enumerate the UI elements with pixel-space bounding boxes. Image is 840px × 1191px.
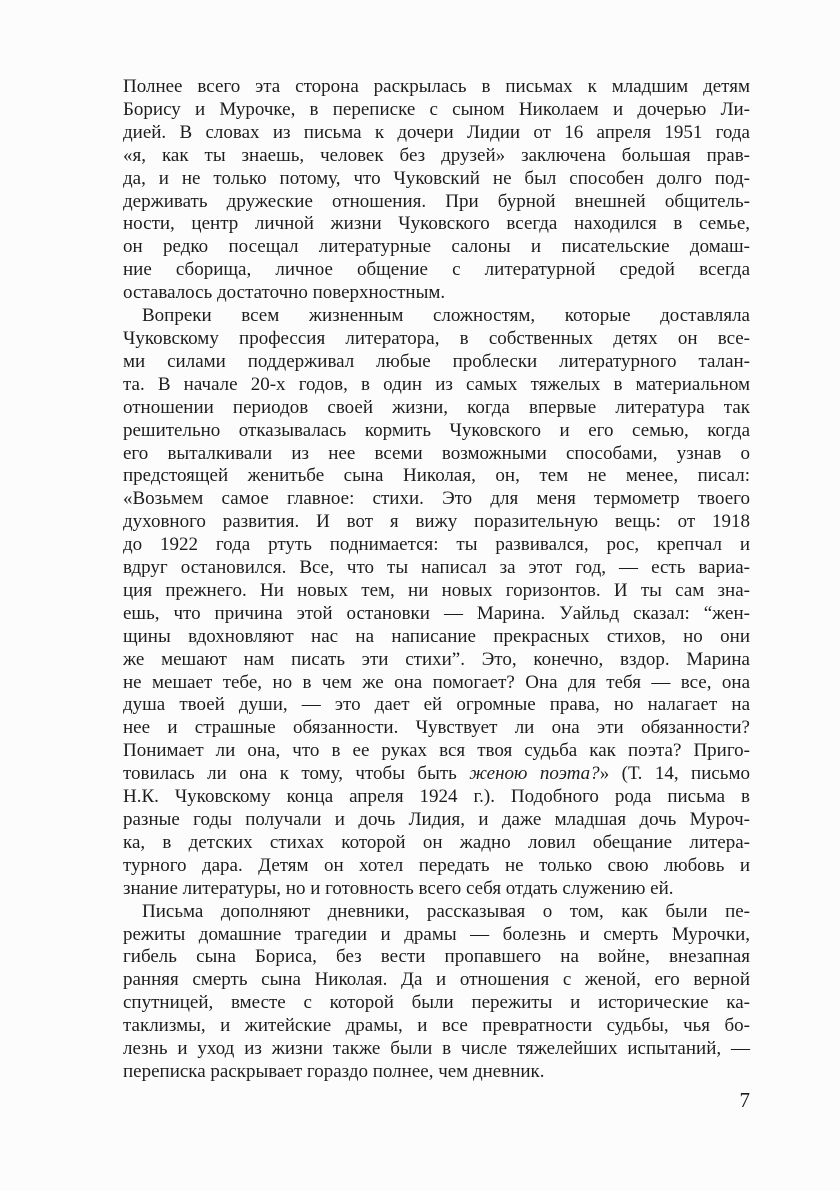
text-line	[123, 488, 750, 511]
text-line	[123, 694, 750, 717]
text-line	[123, 465, 750, 488]
text-segment: режиты домашние трагедии и драмы — болезнь и смерть Мурочки,	[123, 923, 750, 945]
text-line	[123, 374, 750, 397]
text-line	[123, 328, 750, 351]
text-segment: Н.К. Чуковскому конца апреля 1924 г.). Подобного рода письма в	[123, 786, 750, 808]
text-segment: Понимает ли она, что в ее руках вся твоя судьба как поэта? Приго-	[123, 740, 750, 762]
text-segment: Письма дополняют дневники, рассказывая о том, как были пе-	[142, 900, 750, 922]
text-line	[123, 740, 750, 763]
text-segment: душа твоей души, — это дает ей огромные права, но налагает на	[123, 694, 750, 716]
text-segment: ка, в детских стихах которой он жадно ловил обещание литера-	[123, 831, 750, 853]
text-segment: ние сборища, личное общение с литературной средой всегда	[123, 259, 750, 281]
text-line	[123, 672, 750, 695]
text-line	[123, 76, 750, 99]
text-line	[123, 878, 750, 901]
text-segment: «Возьмем самое главное: стихи. Это для меня термометр твоего	[123, 488, 750, 510]
text-line	[123, 557, 750, 580]
text-segment: вдруг остановился. Все, что ты написал за этот год, — есть вариа-	[123, 557, 750, 579]
text-segment: таклизмы, и житейские драмы, и все превратности судьбы, чья бо-	[123, 1015, 750, 1037]
text-segment: держивать дружеские отношения. При бурной внешней общитель-	[123, 190, 750, 212]
text-line	[123, 534, 750, 557]
text-line	[123, 236, 750, 259]
text-line	[123, 809, 750, 832]
text-segment: переписка раскрывает гораздо полнее, чем дневник.	[123, 1060, 545, 1082]
text-segment: «я, как ты знаешь, человек без друзей» заключена большая прав-	[123, 144, 750, 166]
paragraph	[123, 901, 750, 1084]
text-segment: товилась ли она к тому, чтобы быть	[123, 763, 470, 785]
paragraph	[123, 76, 750, 305]
text-segment: ности, центр личной жизни Чуковского всегда находился в семье,	[123, 213, 750, 235]
text-segment: гибель сына Бориса, без вести пропавшего на войне, внезапная	[123, 946, 750, 968]
text-line	[123, 351, 750, 374]
text-segment: духовного развития. И вот я вижу поразительную вещь: от 1918	[123, 511, 750, 533]
paragraph	[123, 305, 750, 901]
text-segment: спутницей, вместе с которой были пережиты и исторические ка-	[123, 992, 750, 1014]
text-line	[123, 511, 750, 534]
text-segment: предстоящей женитьбе сына Николая, он, тем не менее, писал:	[123, 465, 750, 487]
text-line	[123, 99, 750, 122]
text-line	[123, 832, 750, 855]
text-segment: до 1922 года ртуть поднимается: ты развивался, рос, крепчал и	[123, 534, 750, 556]
text-line	[123, 1038, 750, 1061]
page-number: 7	[739, 1088, 750, 1112]
text-line	[123, 924, 750, 947]
text-segment: щины вдохновляют нас на написание прекрасных стихов, но они	[123, 625, 750, 647]
text-line	[123, 213, 750, 236]
text-line	[123, 946, 750, 969]
text-segment: дией. В словах из письма к дочери Лидии от 16 апреля 1951 года	[123, 121, 750, 143]
text-segment: знание литературы, но и готовность всего себя отдать служению ей.	[123, 877, 674, 899]
text-segment: он редко посещал литературные салоны и писательские домаш-	[123, 236, 750, 258]
italic-phrase: женою поэта?	[469, 763, 600, 785]
text-line	[123, 1015, 750, 1038]
text-line	[123, 763, 750, 786]
text-segment: да, и не только потому, что Чуковский не был способен долго под-	[123, 167, 750, 189]
text-line	[123, 969, 750, 992]
text-line	[123, 1061, 750, 1084]
text-segment: Борису и Мурочке, в переписке с сыном Николаем и дочерью Ли-	[123, 98, 750, 120]
text-segment: отношении периодов своей жизни, когда впервые литература так	[123, 396, 750, 418]
text-line	[123, 122, 750, 145]
text-segment: ция прежнего. Ни новых тем, ни новых горизонтов. И ты сам зна-	[123, 579, 750, 601]
text-segment: та. В начале 20-х годов, в один из самых тяжелых в материальном	[123, 373, 750, 395]
text-line	[123, 282, 750, 305]
text-segment: ми силами поддерживал любые проблески литературного талан-	[123, 350, 750, 372]
text-segment: не мешает тебе, но в чем же она помогает? Она для тебя — все, она	[123, 671, 750, 693]
text-line	[123, 580, 750, 603]
text-segment: » (Т. 14, письмо	[599, 763, 750, 785]
text-line	[123, 626, 750, 649]
text-line	[123, 786, 750, 809]
text-line	[123, 305, 750, 328]
text-line	[123, 855, 750, 878]
text-segment: Вопреки всем жизненным сложностям, которые доставляла	[142, 305, 750, 327]
text-segment: Чуковскому профессия литератора, в собственных детях он все-	[123, 327, 750, 349]
text-segment: решительно отказывалась кормить Чуковского и его семью, когда	[123, 419, 750, 441]
body-text	[123, 76, 750, 1084]
text-segment: ранняя смерть сына Николая. Да и отношения с женой, его верной	[123, 969, 750, 991]
text-line	[123, 992, 750, 1015]
text-segment: Полнее всего эта сторона раскрылась в письмах к младшим детям	[123, 76, 750, 97]
text-segment: нее и страшные обязанности. Чувствует ли она эти обязанности?	[123, 717, 750, 739]
text-segment: его выталкивали из нее всеми возможными способами, узнав о	[123, 442, 750, 464]
text-line	[123, 145, 750, 168]
text-line	[123, 191, 750, 214]
text-line	[123, 443, 750, 466]
text-segment: же мешают нам писать эти стихи”. Это, конечно, вздор. Марина	[123, 648, 750, 670]
text-segment: ешь, что причина этой остановки — Марина. Уайльд сказал: “жен-	[123, 602, 750, 624]
text-line	[123, 397, 750, 420]
text-line	[123, 901, 750, 924]
text-line	[123, 717, 750, 740]
text-line	[123, 603, 750, 626]
text-line	[123, 168, 750, 191]
text-line	[123, 420, 750, 443]
text-line	[123, 649, 750, 672]
text-segment: турного дара. Детям он хотел передать не только свою любовь и	[123, 854, 750, 876]
text-segment: лезнь и уход из жизни также были в числе тяжелейших испытаний, —	[123, 1038, 750, 1060]
text-line	[123, 259, 750, 282]
text-segment: оставалось достаточно поверхностным.	[123, 282, 446, 304]
text-segment: разные годы получали и дочь Лидия, и даже младшая дочь Муроч-	[123, 809, 750, 830]
